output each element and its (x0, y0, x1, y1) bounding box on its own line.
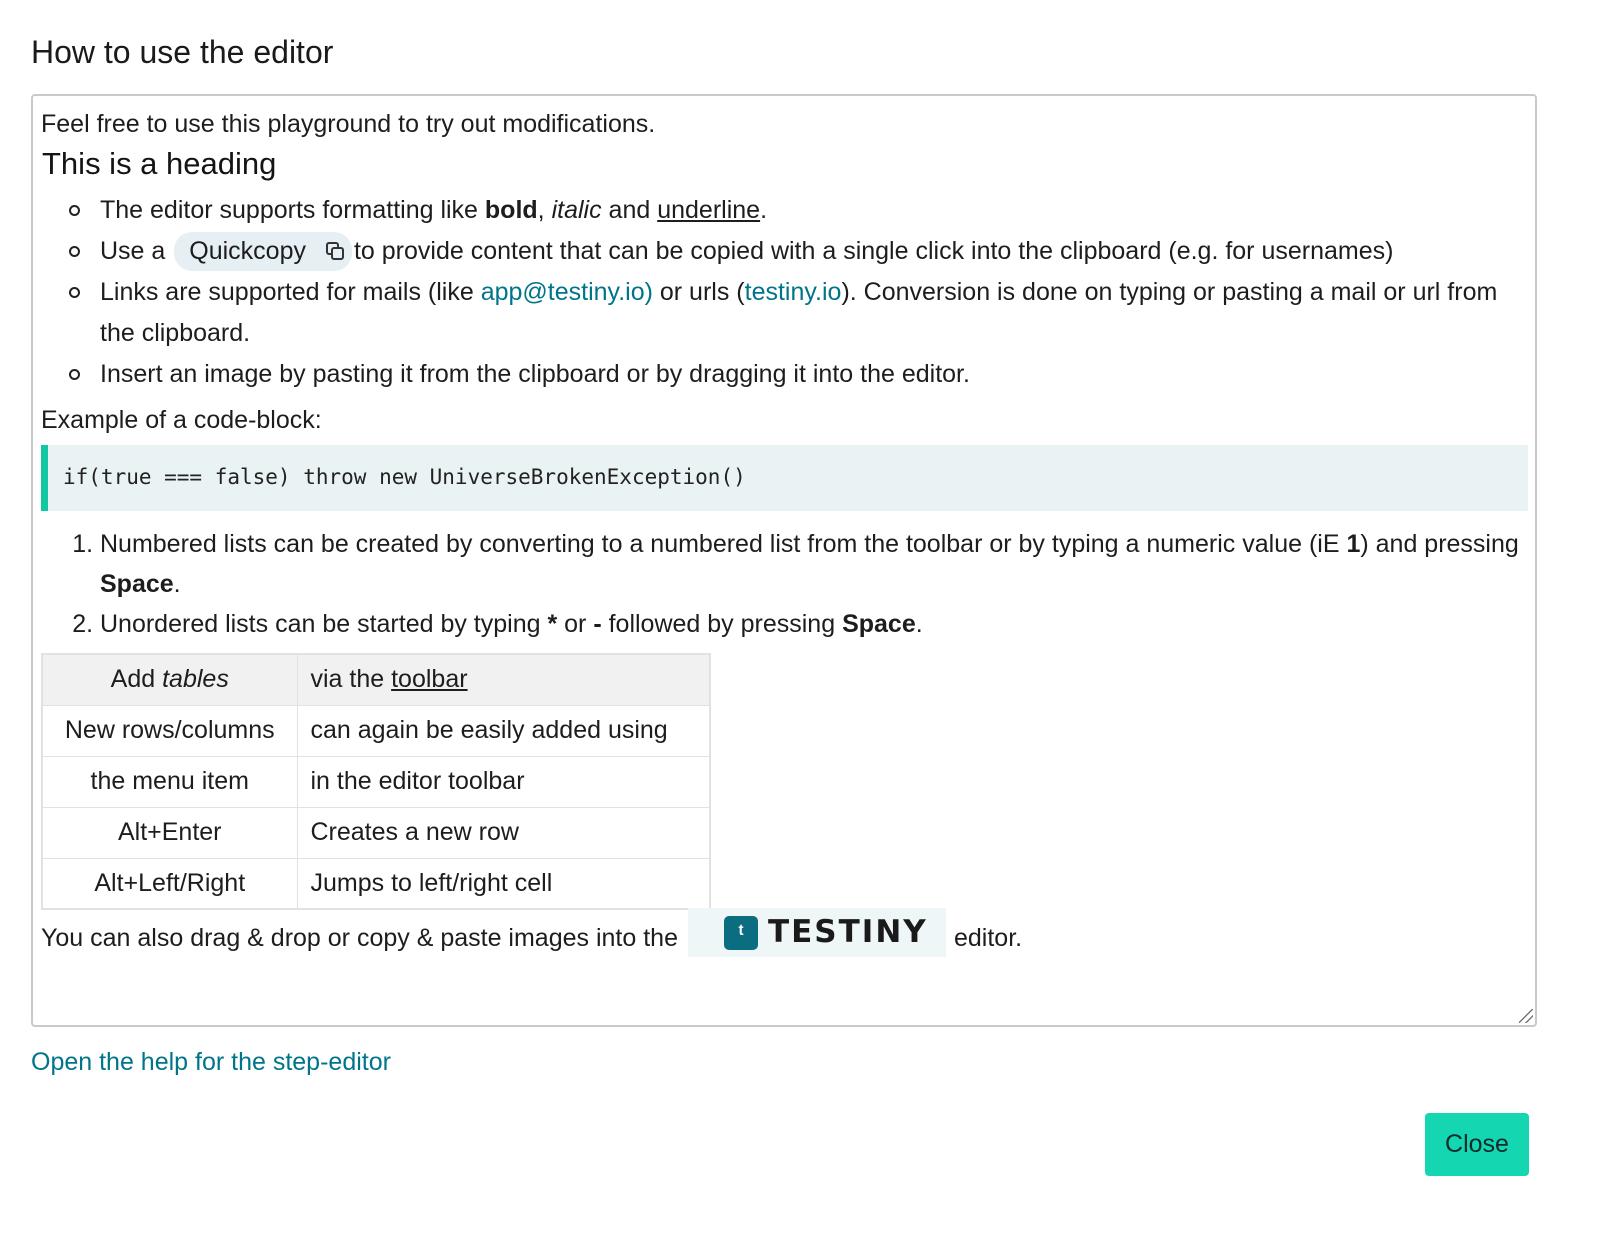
editor-playground[interactable] (31, 94, 1537, 1027)
close-button[interactable]: Close (1425, 1113, 1529, 1176)
table-cell[interactable]: can again be easily added using (297, 705, 710, 756)
testiny-logo-icon (688, 908, 946, 957)
list-item: 2. Unordered lists can be started by typing * or - followed by pressing Space. (100, 604, 1527, 644)
list-item: Use a Quickcopy to provide content that can be copied with a single click into the clipboard (e.g. for usernames) (100, 231, 1527, 272)
list-item: Insert an image by pasting it from the clipboard or by dragging it into the editor. (100, 354, 1527, 395)
italic-example: italic (551, 196, 602, 224)
url-link[interactable]: testiny.io (744, 278, 842, 306)
table-cell[interactable]: New rows/columns (42, 705, 297, 756)
table-cell[interactable]: Jumps to left/right cell (297, 858, 710, 909)
table-row (42, 807, 710, 858)
editor-intro: Feel free to use this playground to try out modifications. (41, 110, 656, 138)
code-block: if(true === false) throw new UniverseBrokenException() (41, 445, 1528, 511)
table-header-cell[interactable]: Add tables (42, 654, 297, 705)
table-row (42, 756, 710, 807)
underline-example: underline (657, 196, 761, 224)
image-line: You can also drag & drop or copy & paste images into the ᵗ TESTINY editor. (41, 913, 1527, 963)
quickcopy-label: Quickcopy (189, 237, 306, 265)
bullet-icon (69, 287, 80, 298)
table-cell[interactable]: in the editor toolbar (297, 756, 710, 807)
code-intro: Example of a code-block: (41, 406, 322, 434)
editor-heading: This is a heading (42, 146, 277, 181)
list-item: 1. Numbered lists can be created by converting to a numbered list from the toolbar or by typing a numeric value (iE 1) and pressing Space. (100, 524, 1527, 604)
bold-example: bold (484, 196, 538, 224)
bullet-list (41, 190, 1527, 395)
resize-handle-icon[interactable] (1519, 1009, 1533, 1023)
list-item: The editor supports formatting like bold, italic and underline. (100, 190, 1527, 231)
dialog-title: How to use the editor (31, 34, 334, 70)
logo-word: TESTINY (767, 914, 928, 950)
bullet-icon (69, 246, 80, 257)
table-row (42, 858, 710, 909)
mail-link[interactable]: app@testiny.io) (480, 278, 653, 306)
table-cell[interactable]: Alt+Enter (42, 807, 297, 858)
numbered-list (41, 524, 1527, 644)
table-cell[interactable]: Alt+Left/Right (42, 858, 297, 909)
quickcopy-chip[interactable] (174, 232, 352, 271)
table-header-cell[interactable]: via the toolbar (297, 654, 710, 705)
list-item: Links are supported for mails (like app@testiny.io) or urls (testiny.io). Conversion is done on typing or pasting a mail or url from the clipboard. (100, 272, 1527, 354)
logo-mark: ᵗ (724, 916, 758, 950)
table-row (42, 705, 710, 756)
copy-icon[interactable] (324, 240, 346, 262)
table-cell[interactable]: Creates a new row (297, 807, 710, 858)
bullet-icon (69, 205, 80, 216)
help-link[interactable]: Open the help for the step-editor (31, 1048, 391, 1076)
example-table (41, 653, 711, 910)
table-header-row (42, 654, 710, 705)
bullet-icon (69, 369, 80, 380)
table-cell[interactable]: the menu item (42, 756, 297, 807)
